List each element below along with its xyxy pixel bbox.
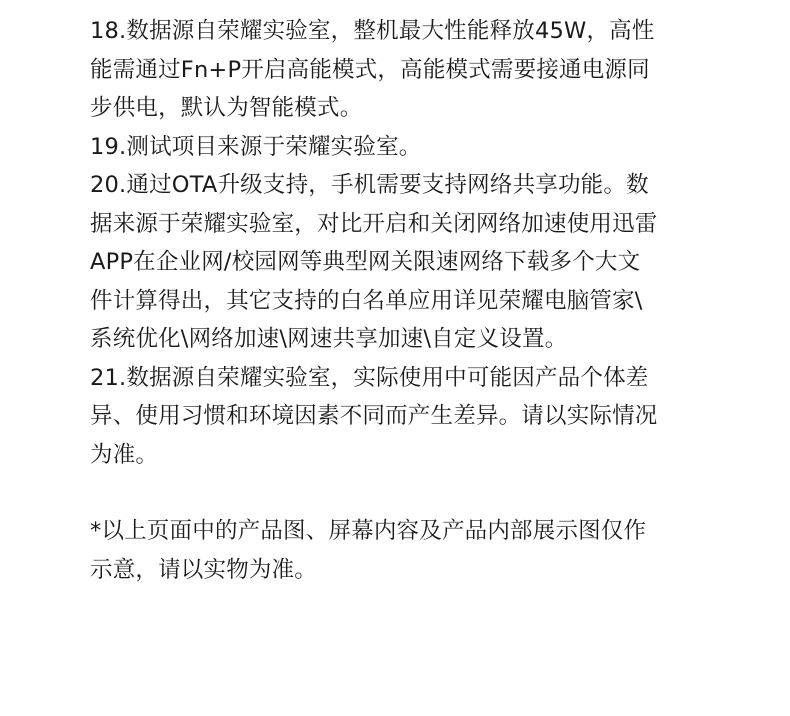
disclaimer xyxy=(90,512,700,589)
footnote-21-line: 异、使用习惯和环境因素不同而产生差异。请以实际情况 xyxy=(90,403,658,429)
footnote-20-line: 据来源于荣耀实验室，对比开启和关闭网络加速使用迅雷 xyxy=(90,210,658,237)
footnote-21-line: 为准。 xyxy=(90,441,159,468)
footnote-21 xyxy=(90,359,700,475)
disclaimer-line: 示意，请以实物为准。 xyxy=(90,556,318,583)
footnote-18-line: 能需通过Fn+P开启高能模式，高能模式需要接通电源同 xyxy=(90,56,650,83)
footnote-20-line: APP在企业网/校园网等典型网关限速网络下载多个大文 xyxy=(90,249,641,275)
footnote-20-line: 件计算得出，其它支持的白名单应用详见荣耀电脑管家\ xyxy=(90,287,643,314)
footnote-19 xyxy=(90,128,700,167)
footnotes xyxy=(90,12,700,589)
footnote-20-line: 系统优化\网络加速\网速共享加速\自定义设置。 xyxy=(90,326,568,352)
section-spacer xyxy=(90,474,700,512)
footnote-21-line: 21.数据源自荣耀实验室，实际使用中可能因产品个体差 xyxy=(90,364,649,391)
footnote-18-line: 18.数据源自荣耀实验室，整机最大性能释放45W，高性 xyxy=(90,18,655,44)
footnote-18-line: 步供电，默认为智能模式。 xyxy=(90,95,363,121)
disclaimer-line: *以上页面中的产品图、屏幕内容及产品内部展示图仅作 xyxy=(90,518,647,544)
footnote-18 xyxy=(90,12,700,128)
footnote-19-line: 19.测试项目来源于荣耀实验室。 xyxy=(90,133,422,160)
footnote-20 xyxy=(90,166,700,359)
footnote-20-line: 20.通过OTA升级支持，手机需要支持网络共享功能。数 xyxy=(90,172,649,198)
